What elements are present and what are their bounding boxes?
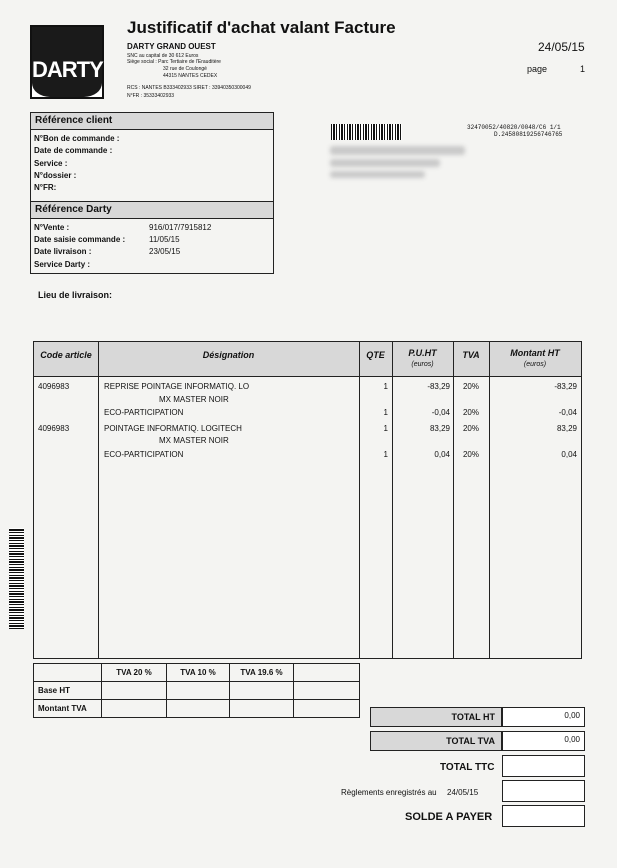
company-address-2: 32 rue de Coulongé [163,66,207,72]
total-ht-value: 0,00 [502,707,585,727]
solde-label: SOLDE A PAYER [405,811,493,823]
col-qte: QTE [366,350,385,360]
delivery-label: Lieu de livraison: [38,290,113,300]
nfr-label: N°FR: [34,183,57,192]
col-tva: TVA [462,350,480,360]
reference-client-box [30,112,274,202]
logo-text: DARTY [32,57,103,82]
invoice-date: 24/05/15 [538,40,585,54]
dossier-label: N°dossier : [34,171,77,180]
reference-client-title: Référence client [31,113,273,130]
page-label: page [527,64,548,74]
total-tva-value: 0,00 [502,731,585,751]
row-qte: 1 [383,424,388,433]
tax-col-20: TVA 20 % [102,664,167,682]
company-address-3: 44315 NANTES CEDEX [163,73,218,79]
document-title: Justificatif d'achat valant Facture [127,18,396,37]
vente-value: 916/017/7915812 [149,223,212,232]
reference-darty-box [30,201,274,274]
company-rcs: RCS : NANTES B333402933 SIRET : 33940350300049 [127,85,251,91]
row-designation: MX MASTER NOIR [159,436,229,445]
darty-logo [30,25,104,99]
row-designation: MX MASTER NOIR [159,395,229,404]
row-puht: -83,29 [427,382,450,391]
ref-code-1: 32470052/40820/0048/C6 1/1 [467,124,561,131]
service-darty-label: Service Darty : [34,260,91,269]
page-number: 1 [580,64,586,74]
reglements-value [502,780,585,802]
row-tva: 20% [462,450,479,459]
col-designation: Désignation [202,350,255,360]
items-table [33,341,582,659]
row-montant: 0,04 [561,450,577,459]
col-montant: Montant HT [510,348,560,358]
reglements-label: Règlements enregistrés au [341,788,437,797]
tax-col-10: TVA 10 % [167,664,230,682]
vente-label: N°Vente : [34,223,70,232]
row-tva: 20% [462,408,479,417]
redacted-address [330,171,425,178]
row-designation: ECO-PARTICIPATION [104,408,184,417]
redacted-address [330,159,440,167]
row-designation: ECO-PARTICIPATION [104,450,184,459]
tax-col-196: TVA 19.6 % [230,664,294,682]
vertical-barcode [9,528,24,629]
montant-tva-label: Montant TVA [34,700,102,718]
row-code: 4096983 [38,382,70,391]
total-ttc-label: TOTAL TTC [440,762,495,773]
row-tva: 20% [462,424,479,433]
service-label: Service : [34,159,68,168]
barcode [331,124,402,140]
company-name: DARTY GRAND OUEST [127,42,216,51]
row-puht: 0,04 [434,450,450,459]
bon-commande-label: N°Bon de commande : [34,134,120,143]
ref-code-2: D.24580819256746765 [494,131,563,138]
date-livraison-value: 23/05/15 [149,247,181,256]
company-nfr: N°FR : 35333402933 [127,93,175,99]
redacted-address [330,146,465,155]
row-puht: -0,04 [431,408,450,417]
total-ht-label: TOTAL HT [370,707,502,727]
col-puht-unit: (euros) [411,361,434,368]
total-tva-label: TOTAL TVA [370,731,502,751]
company-address-1: Siège social : Parc Tertiaire de l'Erauditère [127,59,221,65]
row-montant: 83,29 [556,424,577,433]
date-livraison-label: Date livraison : [34,247,92,256]
date-saisie-label: Date saisie commande : [34,235,126,244]
row-montant: -0,04 [558,408,577,417]
row-tva: 20% [462,382,479,391]
row-montant: -83,29 [554,382,577,391]
col-code-article: Code article [40,350,92,360]
row-code: 4096983 [38,424,70,433]
company-capital: SNC au capital de 30 612 Euros [127,53,199,59]
solde-value [502,805,585,827]
reference-darty-title: Référence Darty [31,202,273,219]
col-montant-unit: (euros) [523,361,547,368]
row-qte: 1 [383,450,388,459]
col-puht: P.U.HT [408,348,437,358]
date-saisie-value: 11/05/15 [149,235,180,244]
total-ttc-value [502,755,585,777]
date-commande-label: Date de commande : [34,146,113,155]
base-ht-label: Base HT [34,682,102,700]
tax-grid [33,663,360,718]
row-designation: POINTAGE INFORMATIQ. LOGITECH [104,424,242,433]
reglements-date: 24/05/15 [447,788,479,797]
row-puht: 83,29 [429,424,450,433]
row-qte: 1 [383,382,388,391]
row-qte: 1 [383,408,388,417]
row-designation: REPRISE POINTAGE INFORMATIQ. LO [104,382,250,391]
tax-col-blank [294,664,360,682]
